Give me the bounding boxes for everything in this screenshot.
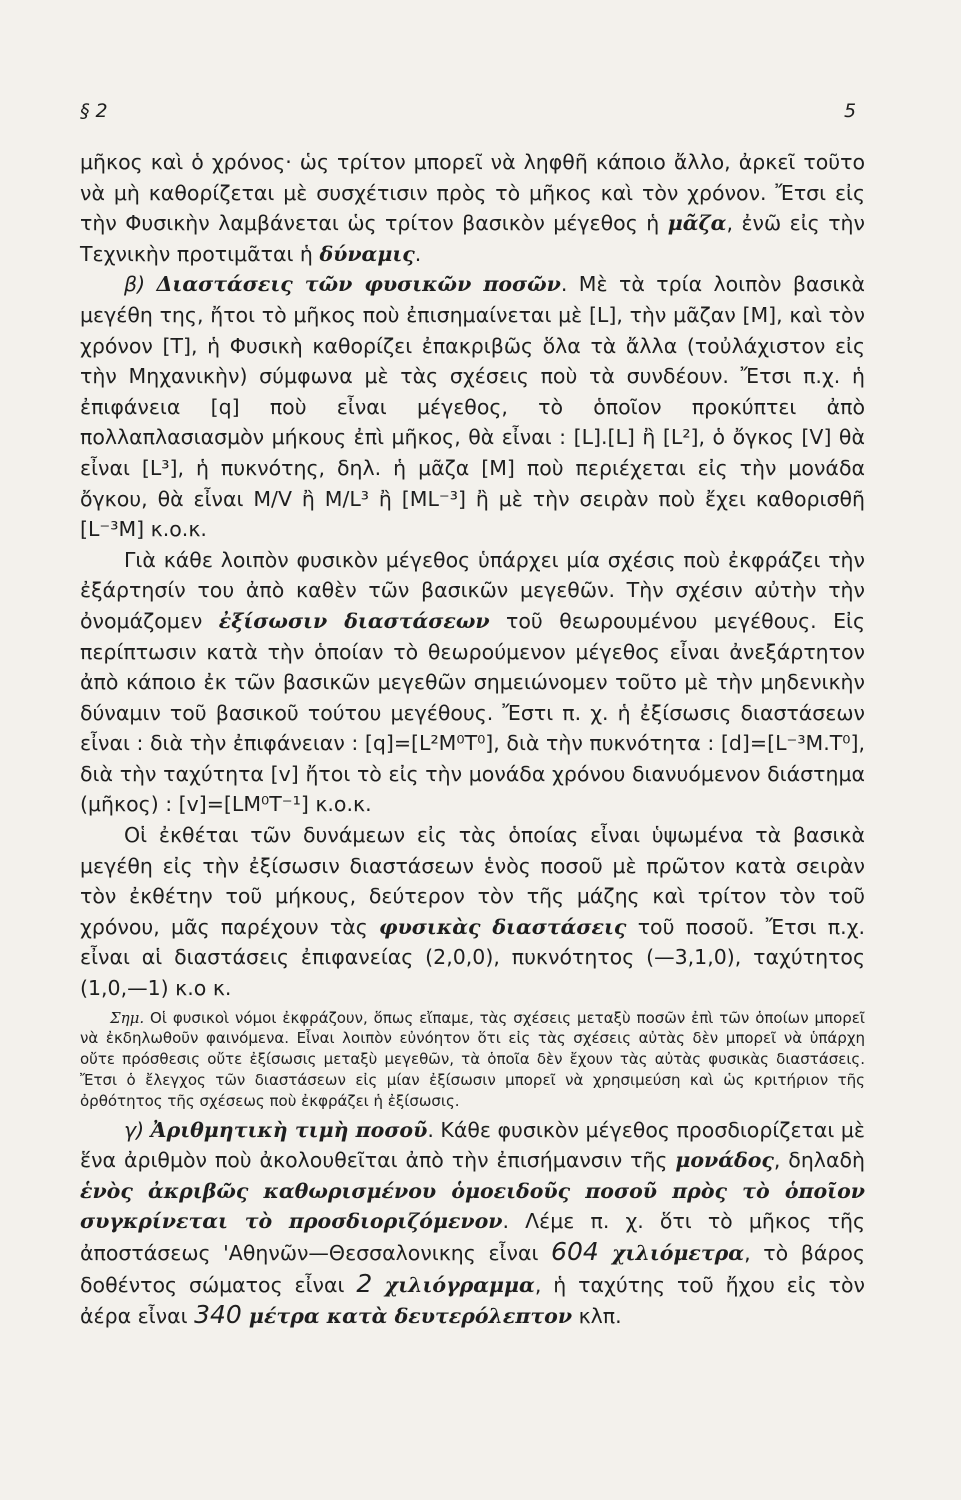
footnote-block [80,1008,865,1112]
emphasis-mass: μᾶζα [667,211,727,236]
paragraph-text: . Λέμε π. χ. ὅτι τὸ μῆκος τῆς ἀποστάσεως 'Αθηνῶν—Θεσσαλονικης εἶναι [80,1209,865,1265]
paragraph-3 [80,545,865,820]
section-label: γ) [124,1117,151,1142]
note-paragraph [80,1008,865,1112]
section-heading-numeric-value: Ἀριθμητικὴ τιμὴ ποσοῦ [150,1117,428,1142]
section-marker: § 2 [80,100,108,122]
note-text: Οἱ φυσικοὶ νόμοι ἐκφράζουν, ὅπως εἴπαμε, τὰς σχέσεις μεταξὺ ποσῶν ἐπὶ τῶν ὁποίων μπορεῖ νὰ ἐκδηλωθοῦν φαινόμενα. Εἶναι λοιπὸν εὐνόητον ὅτι εἰς τὰς σχέσεις αὐτὰς δὲν μπορεῖ νὰ ὑπάρχη οὔτε πρόσθεσις οὔτε ἐξίσωσις μεταξὺ μεγεθῶν, τὰ ὁποῖα δὲν ἔχουν τὰς αὐτὰς φυσικὰς διαστάσεις. Ἔτσι ὁ ἔλεγχος τῶν διαστάσεων εἰς μίαν ἐξίσωσιν μπορεῖ νὰ χρησιμεύση καὶ ὡς κριτήριον τῆς ὀρθότητος τῆς σχέσεως ποὺ ἐκφράζει ἡ ἐξίσωσις. [80,1008,865,1110]
emphasis-kilograms: χιλιόγραμμα [372,1272,535,1297]
paragraph-text: Γιὰ κάθε λοιπὸν φυσικὸν μέγεθος ὑπάρχει μία σχέσις ποὺ ἐκφράζει τὴν ἐξάρτησίν του ἀπὸ καθὲν τῶν βασικῶν μεγεθῶν. Τὴν σχέσιν αὐτὴν τὴν ὀνομάζομεν [80,547,865,633]
paragraph-text: Οἱ ἐκθέται τῶν δυνάμεων εἰς τὰς ὁποίας εἶναι ὑψωμένα τὰ βασικὰ μεγέθη εἰς τὴν ἐξίσωσιν διαστάσεων ἑνὸς ποσοῦ μὲ πρῶτον κατὰ σειρὰν τὸν ἐκθέτην τοῦ μήκους, δεύτερον τὸν τῆς μάζης καὶ τρίτον τὸν τοῦ χρόνου, μᾶς παρέχουν τὰς [80,823,865,939]
section-label: β) [124,272,157,297]
number-2: 2 [356,1268,373,1298]
paragraph-text: μῆκος καὶ ὁ χρόνος· ὡς τρίτον μπορεῖ νὰ ληφθῆ κάποιο ἄλλο, ἀρκεῖ τοῦτο νὰ μὴ καθορίζεται μὲ συσχέτισιν πρὸς τὸ μῆκος καὶ τὸν χρόνον. Ἔτσι εἰς τὴν Φυσικὴν λαμβάνεται ὡς τρίτον βασικὸν μέγεθος ἡ [80,150,865,236]
page-body [80,147,865,1332]
section-heading-dimensions: Διαστάσεις τῶν φυσικῶν ποσῶν [156,272,561,297]
paragraph-4 [80,820,865,1004]
emphasis-unit: μονάδος [675,1148,774,1173]
page-header [0,100,961,130]
number-340: 340 [194,1300,242,1330]
paragraph-text: , τὸ βάρος δοθέντος σώματος εἶναι [80,1240,865,1297]
emphasis-definition: ἑνὸς ἀκριβῶς καθωρισμένου ὁμοειδοῦς ποσοῦ πρὸς τὸ ὁποῖον συγκρίνεται τὸ προσδιοριζόμενον [80,1178,865,1234]
paragraph-text: . Κάθε φυσικὸν μέγεθος προσδιορίζεται μὲ ἕνα ἀριθμὸν ποὺ ἀκολουθεῖται ἀπὸ τὴν ἐπισήμανσιν τῆς [80,1117,865,1173]
paragraph-2 [80,269,865,544]
page-number: 5 [844,100,857,122]
paragraph-text: . Μὲ τὰ τρία λοιπὸν βασικὰ μεγέθη της, ἤτοι τὸ μῆκος ποὺ ἐπισημαίνεται μὲ [L], τὴν μᾶζαν [M], καὶ τὸν χρόνον [T], ἡ Φυσικὴ καθορίζει ἐπακριβῶς ὅλα τὰ ἄλλα (τοὐλάχιστον εἰς τὴν Μηχανικὴν) σύμφωνα μὲ τὰς σχέσεις ποὺ τὰ συνδέουν. Ἔτσι π.χ. ἡ ἐπιφάνεια [q] ποὺ εἶναι μέγεθος, τὸ ὁποῖον προκύπτει ἀπὸ πολλαπλασιασμὸν μήκους ἐπὶ μῆκος, θὰ εἶναι : [L].[L] ἢ [L²], ὁ ὄγκος [V] θὰ εἶναι [L³], ἡ πυκνότης, δηλ. ἡ μᾶζα [M] ποὺ περιέχεται εἰς τὴν μονάδα ὄγκου, θὰ εἶναι M/V ἢ M/L³ ἢ [ML⁻³] ἢ μὲ τὴν σειρὰν ποὺ ἔχει καθορισθῆ [L⁻³M] κ.ο.κ. [80,272,865,542]
paragraph-text: τοῦ θεωρουμένου μεγέθους. Εἰς περίπτωσιν κατὰ τὴν ὁποίαν τὸ θεωρούμενον μέγεθος εἶναι ἀνεξάρτητον ἀπὸ κάποιο ἐκ τῶν βασικῶν μεγεθῶν σημειώνομεν τοῦτο μὲ τὴν μηδενικὴν δύναμιν τοῦ βασικοῦ τούτου μεγέθους. Ἔστι π. χ. ἡ ἐξίσωσις διαστάσεων εἶναι : διὰ τὴν ἐπιφάνειαν : [q]=[L²M⁰T⁰], διὰ τὴν πυκνότητα : [d]=[L⁻³M.T⁰], διὰ τὴν ταχύτητα [v] ἤτοι τὸ εἰς τὴν μονάδα χρόνου διανυόμενον διάστημα (μῆκος) : [v]=[LM⁰T⁻¹] κ.ο.κ. [80,608,865,817]
paragraph-text: κλπ. [572,1304,622,1329]
paragraph-1 [80,147,865,269]
paragraph-text: τοῦ ποσοῦ. Ἔτσι π.χ. εἶναι αἱ διαστάσεις ἐπιφανείας (2,0,0), πυκνότητος (—3,1,0), ταχύτητος (1,0,—1) κ.ο κ. [80,914,865,1001]
emphasis-dimension-equation: ἐξίσωσιν διαστάσεων [218,608,490,633]
paragraph-5 [80,1115,865,1332]
paragraph-text: , δηλαδὴ [773,1148,865,1173]
paragraph-text: , ἐνῶ εἰς τὴν Τεχνικὴν προτιμᾶται ἡ [80,211,865,266]
number-604: 604 [551,1236,599,1266]
emphasis-physical-dimensions: φυσικὰς διαστάσεις [379,914,627,939]
paragraph-text: , ἡ ταχύτης τοῦ ἤχου εἰς τὸν ἀέρα εἶναι [80,1272,866,1329]
emphasis-force: δύναμις [319,241,415,266]
note-label: Σημ. [110,1008,145,1027]
emphasis-kilometres: χιλιόμετρα [598,1240,745,1265]
emphasis-metres-per-second: μέτρα κατὰ δευτερόλεπτον [241,1304,573,1329]
paragraph-text: . [414,241,422,266]
